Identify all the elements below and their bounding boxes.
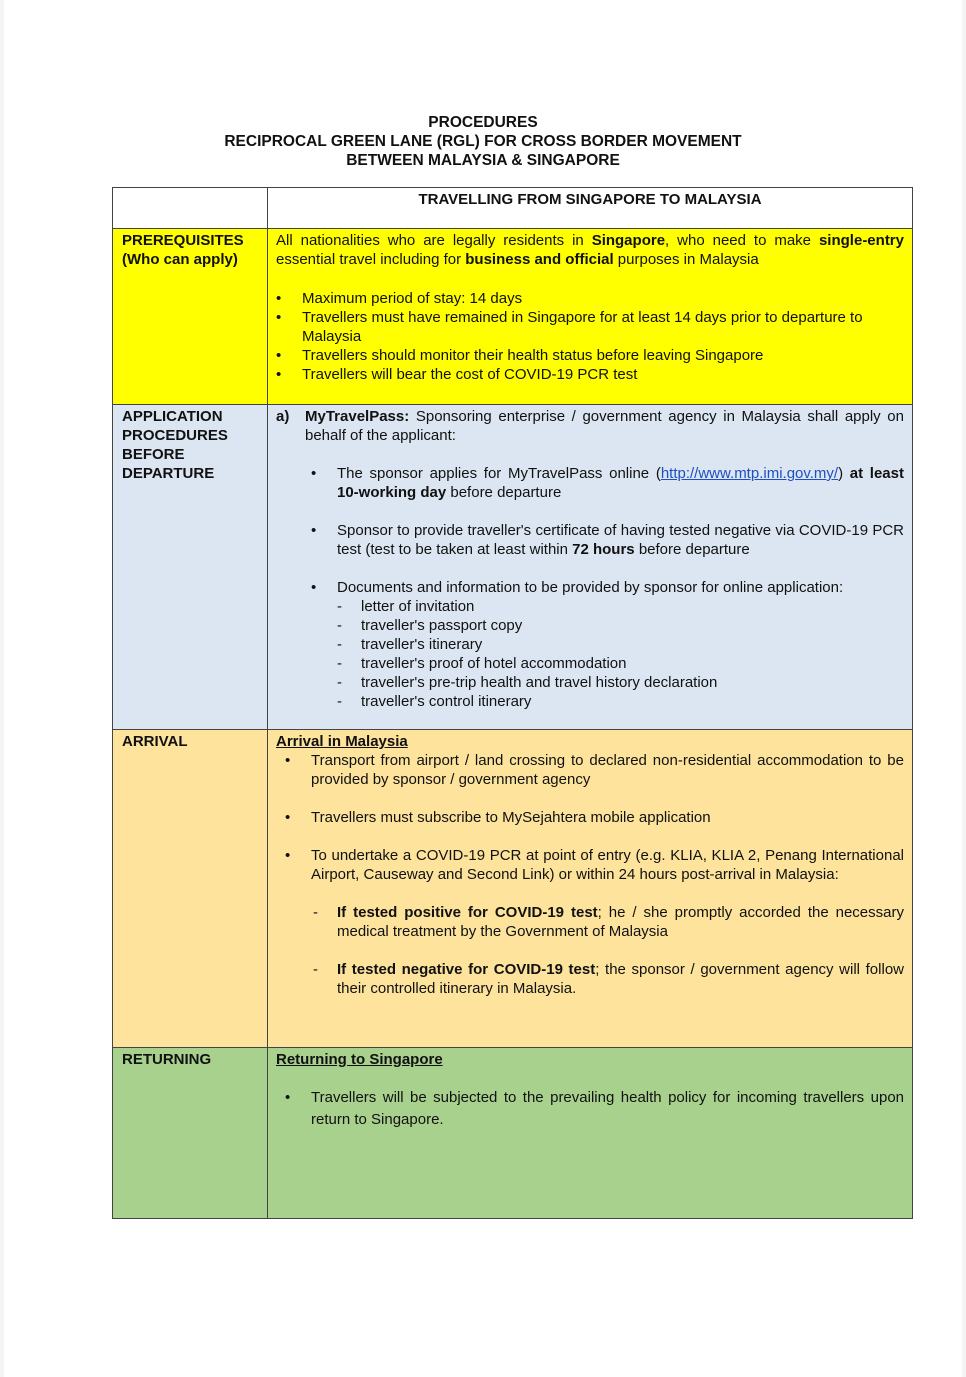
- mytravelpass-link[interactable]: http://www.mtp.imi.gov.my/: [660, 465, 839, 482]
- list-item: • To undertake a COVID-19 PCR at point of entry (e.g. KLIA, KLIA 2, Penang International Airport, Causeway and Second Link) or within 24 hours post-arrival in Malaysia:: [276, 846, 904, 884]
- arrival-label: ARRIVAL: [113, 730, 268, 1048]
- prerequisites-label-line1: PREREQUISITES: [122, 232, 244, 249]
- mytravelpass-title: MyTravelPass:: [305, 408, 410, 425]
- doc-list-item: - traveller's control itinerary: [276, 692, 904, 711]
- prerequisites-label: [113, 229, 268, 405]
- list-item: • Documents and information to be provided by sponsor for online application:: [276, 578, 904, 597]
- returning-heading: Returning to Singapore: [276, 1051, 443, 1068]
- application-row: [113, 405, 913, 730]
- prerequisites-content: [268, 229, 913, 405]
- doc-title-rgl: RECIPROCAL GREEN LANE (RGL) FOR CROSS BORDER MOVEMENT: [224, 133, 742, 150]
- prerequisites-row: [113, 229, 913, 405]
- list-item: • Travellers must subscribe to MySejahtera mobile application: [276, 808, 904, 827]
- intro-text-1: All nationalities who are legally residents in: [276, 232, 592, 249]
- arrival-content: [268, 730, 913, 1048]
- doc-list-item: - traveller's passport copy: [276, 616, 904, 635]
- doc-title-between: BETWEEN MALAYSIA & SINGAPORE: [346, 152, 620, 169]
- arrival-row: [113, 730, 913, 1048]
- mytravelpass-item: a) MyTravelPass: Sponsoring enterprise / government agency in Malaysia shall apply on behalf of the applicant:: [276, 408, 904, 444]
- list-item: • Transport from airport / land crossing to declared non-residential accommodation to be provided by sponsor / government agency: [276, 751, 904, 789]
- list-item: • The sponsor applies for MyTravelPass online (http://www.mtp.imi.gov.my/) at least 10-working day before departure: [276, 464, 904, 502]
- intro-bold-singapore: Singapore: [591, 232, 666, 249]
- application-content: [268, 405, 913, 730]
- intro-text-4: purposes in Malaysia: [613, 251, 759, 268]
- list-item: • Travellers will be subjected to the prevailing health policy for incoming travellers upon return to Singapore.: [276, 1087, 904, 1131]
- intro-text-2: , who need to make: [665, 232, 819, 249]
- item-marker-a: a): [276, 408, 290, 425]
- intro-text-3: essential travel including for: [276, 251, 466, 268]
- doc-list-item: - letter of invitation: [276, 597, 904, 616]
- arrival-heading: Arrival in Malaysia: [276, 733, 408, 750]
- prerequisites-label-line2: (Who can apply): [122, 251, 238, 268]
- document-page: [4, 0, 962, 1377]
- table-heading: TRAVELLING FROM SINGAPORE TO MALAYSIA: [268, 188, 913, 229]
- doc-title-procedures: PROCEDURES: [428, 114, 538, 131]
- returning-content: [268, 1048, 913, 1219]
- intro-bold-single-entry: single-entry: [818, 232, 904, 249]
- header-empty-cell: [113, 188, 268, 229]
- list-item: • Maximum period of stay: 14 days: [276, 289, 904, 308]
- prerequisites-intro: [276, 231, 904, 269]
- doc-list-item: - traveller's pre-trip health and travel history declaration: [276, 673, 904, 692]
- list-item: • Travellers will bear the cost of COVID-19 PCR test: [276, 365, 904, 384]
- list-item: • Sponsor to provide traveller's certificate of having tested negative via COVID-19 PCR test (test to be taken at least within 72 hours before departure: [276, 521, 904, 559]
- procedures-table: [112, 187, 913, 1219]
- negative-test-item: - If tested negative for COVID-19 test; the sponsor / government agency will follow their controlled itinerary in Malaysia.: [276, 960, 904, 998]
- list-item: • Travellers should monitor their health status before leaving Singapore: [276, 346, 904, 365]
- doc-list-item: - traveller's proof of hotel accommodation: [276, 654, 904, 673]
- intro-bold-business: business and official: [465, 251, 614, 268]
- table-header-row: [113, 188, 913, 229]
- returning-label: RETURNING: [113, 1048, 268, 1219]
- list-item: • Travellers must have remained in Singapore for at least 14 days prior to departure to Malaysia: [276, 308, 904, 346]
- doc-list-item: - traveller's itinerary: [276, 635, 904, 654]
- returning-row: [113, 1048, 913, 1219]
- positive-test-item: - If tested positive for COVID-19 test; he / she promptly accorded the necessary medical treatment by the Government of Malaysia: [276, 903, 904, 941]
- application-label: APPLICATION PROCEDURES BEFORE DEPARTURE: [113, 405, 268, 730]
